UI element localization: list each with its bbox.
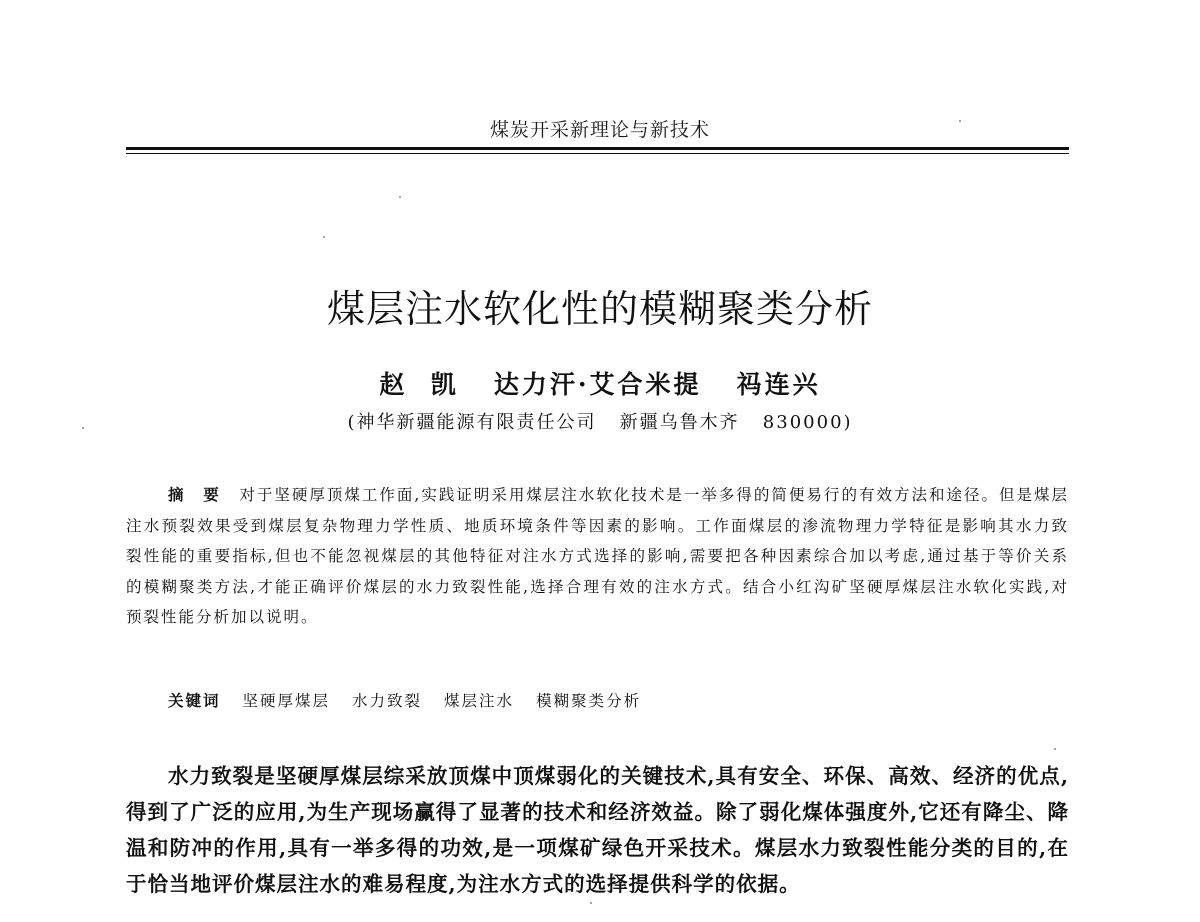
body-paragraph: 水力致裂是坚硬厚煤层综采放顶煤中顶煤弱化的关键技术,具有安全、环保、高效、经济的优点,得到了广泛的应用,为生产现场赢得了显著的技术和经济效益。除了弱化煤体强度外,它还有降尘、降温和防冲的作用,具有一举多得的功效,是一项煤矿绿色开采技术。煤层水力致裂性能分类的目的,在于恰当地评价煤层注水的难易程度,为注水方式的选择提供科学的依据。	[126, 764, 1069, 896]
affiliation: (神华新疆能源有限责任公司 新疆乌鲁木齐 830000)	[347, 412, 853, 433]
paper-title: 煤层注水软化性的模糊聚类分析	[326, 287, 873, 331]
abstract	[126, 480, 1069, 633]
scan-speck	[959, 120, 961, 122]
keyword: 煤层注水	[444, 692, 515, 710]
abstract-label: 摘 要	[168, 486, 222, 504]
header-rule-thick	[126, 147, 1069, 150]
scan-speck	[399, 196, 401, 198]
running-header: 煤炭开采新理论与新技术	[489, 119, 710, 141]
keyword: 模糊聚类分析	[536, 692, 642, 710]
scan-speck	[323, 236, 325, 238]
scan-speck	[1054, 748, 1056, 750]
header-rule-thin	[126, 153, 1069, 154]
keyword: 水力致裂	[352, 692, 423, 710]
keywords	[126, 686, 1069, 716]
authors: 赵 凯 达力汗·艾合米提 祃连兴	[379, 370, 821, 399]
keywords-label: 关键词	[168, 692, 221, 710]
scan-speck	[590, 902, 592, 904]
abstract-text: 对于坚硬厚顶煤工作面,实践证明采用煤层注水软化技术是一举多得的简便易行的有效方法和途径。但是煤层注水预裂效果受到煤层复杂物理力学性质、地质环境条件等因素的影响。工作面煤层的渗流物理力学特征是影响其水力致裂性能的重要指标,但也不能忽视煤层的其他特征对注水方式选择的影响,需要把各种因素综合加以考虑,通过基于等价关系的模糊聚类方法,才能正确评价煤层的水力致裂性能,选择合理有效的注水方式。结合小红沟矿坚硬厚煤层注水软化实践,对预裂性能分析加以说明。	[126, 486, 1070, 626]
keyword: 坚硬厚煤层	[242, 692, 331, 710]
scan-speck	[82, 427, 84, 429]
